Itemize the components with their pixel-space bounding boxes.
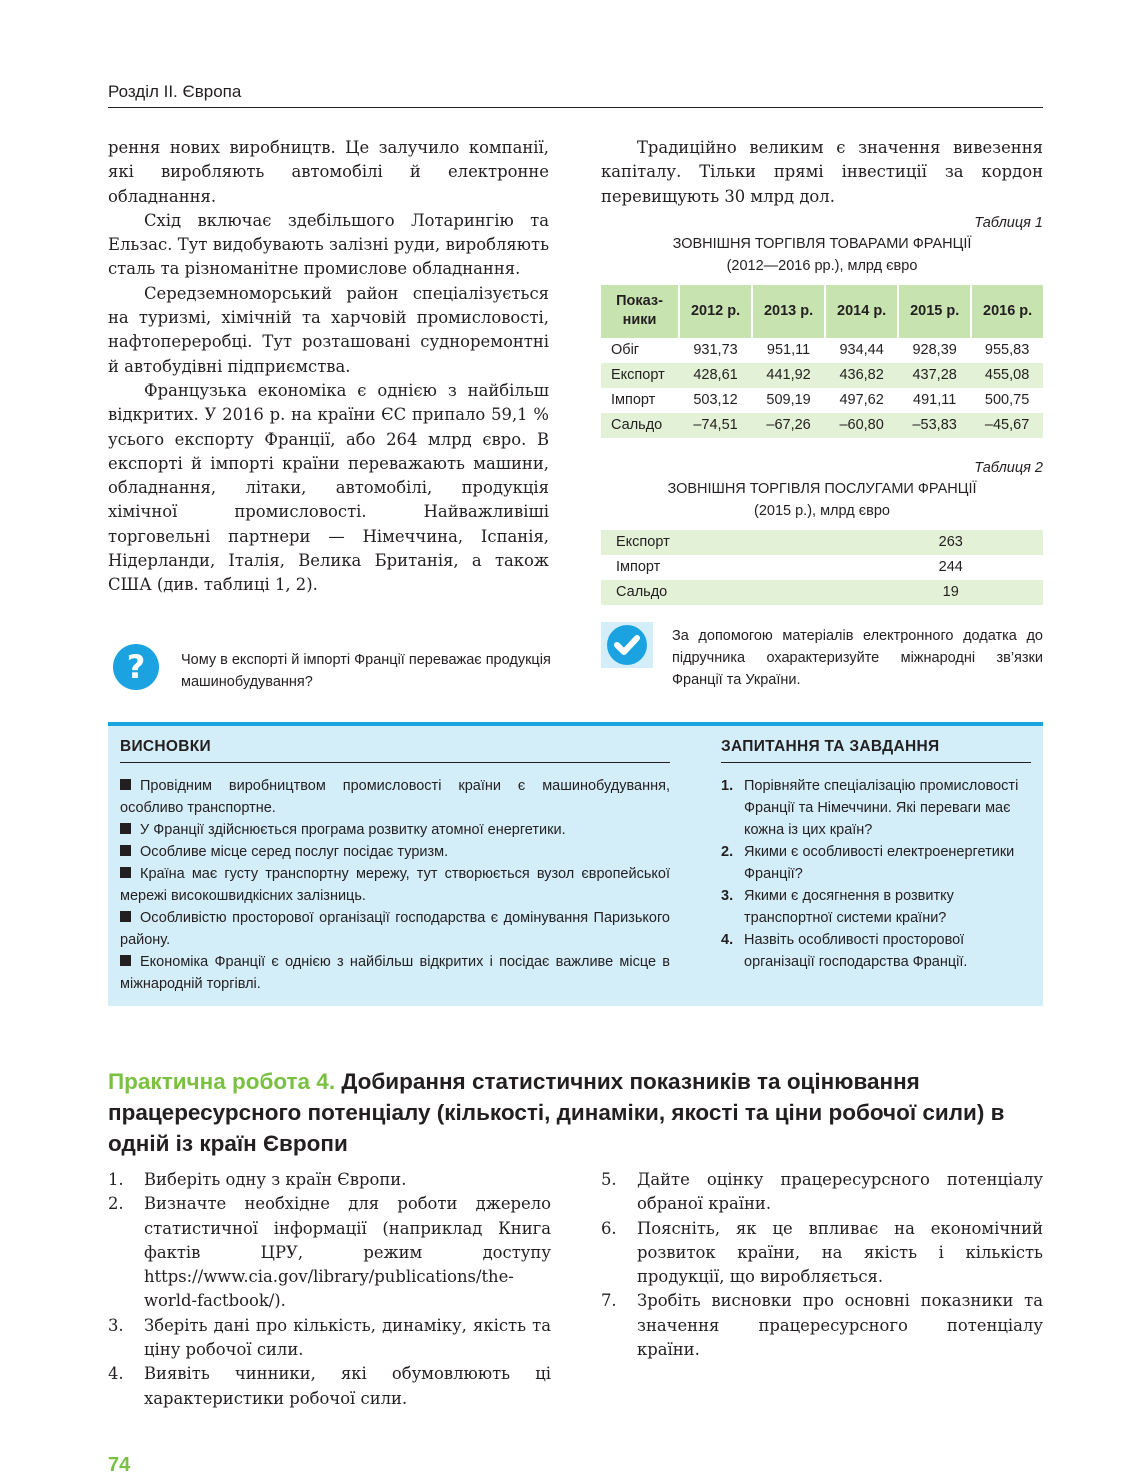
table-cell: Імпорт [616,559,661,576]
column-header: 2015 р. [898,285,971,338]
paragraph: Традиційно великим є значення вивезення капіталу. Тільки прямі інвестиції за кордон перевищують 30 млрд дол. [601,138,1043,206]
table2-title: ЗОВНІШНЯ ТОРГІВЛЯ ПОСЛУГАМИ ФРАНЦІЇ [667,480,977,497]
table-row [601,338,1043,363]
list-item: 5. Дайте оцінку працересурсного потенціалу обраної країни. [601,1170,1043,1214]
table-row [601,388,1043,413]
paragraph: Французька економіка є однією з найбільш відкритих. У 2016 р. на країни ЄС припало 59,1 % усього експорту Франції, або 264 млрд євро. В експорті й імпорті країни переважають машини, обладнання, літаки, автомобілі, продукція хімічної промисловості. Найважливіші торговельні партнери — Німеччина, Іспанія, Нідерланди, Італія, Велика Британія, а також США (див. таблиці 1, 2). [108,380,549,595]
table-cell: 928,39 [912,342,957,359]
check-icon [601,622,653,668]
table-cell: –53,83 [898,413,971,438]
left-column [108,136,549,598]
column-header: 2012 р. [679,285,752,338]
practical-steps-right [601,1168,1043,1362]
table2-caption: Таблиця 2 [974,459,1043,476]
electronic-task-text: За допомогою матеріалів електронного додатка до підручника охарактеризуйте міжнародні зв’язки Франції та України. [672,628,1043,688]
table-cell: 951,11 [766,342,811,359]
table-cell: 244 [938,559,963,576]
table-cell: 491,11 [913,392,957,409]
questions-section [721,736,1031,973]
running-header [108,80,1043,108]
list-item: 6. Поясніть, як це впливає на економічний розвиток країни, на якість і кількість продукції, що виробляється. [601,1218,1043,1287]
table-row [601,555,1043,580]
table-cell: 509,19 [766,392,811,409]
conclusion-item: Провідним виробництвом промисловості країни є машинобудування, особливо транспортне. [120,778,670,816]
table-cell: 955,83 [984,342,1030,359]
table-cell: 500,75 [984,392,1030,409]
column-header: Показ- ники [601,285,679,338]
question-icon [112,643,160,691]
practical-work-heading: Добирання статистичних показників та оцінювання працересурсного потенціалу (кількості, динаміки, якості та ціни робочої сили) в одній із країн Європи [108,1069,1005,1156]
table-cell: 931,73 [693,342,738,359]
question-item: 2. Якими є особливості електроенергетики Франції? [721,844,1015,882]
table-header-row [601,285,1043,338]
svg-text:?: ? [126,648,146,686]
square-bullet-icon [120,823,131,834]
paragraph: Середземноморський район спеціалізується на туризмі, хімічній та харчовій промисловості, нафтопереробці. Тут розташовані судноремонтні й автобудівні підприємства. [108,283,549,376]
table-cell: 436,82 [825,363,898,388]
table-row [601,530,1043,555]
table-cell: Сальдо [601,413,679,438]
square-bullet-icon [120,845,131,856]
table-cell: Експорт [601,363,679,388]
conclusion-item: Країна має густу транспортну мережу, тут створюється вузол європейської мережі високошвидкісних залізниць. [120,866,670,904]
table-cell: Сальдо [601,580,758,605]
table-cell: 428,61 [679,363,752,388]
table-cell: Експорт [601,530,758,555]
column-header: 2014 р. [825,285,898,338]
table2-subtitle: (2015 р.), млрд євро [754,502,890,519]
paragraph: рення нових виробництв. Це залучило компанії, які виробляють автомобілі й електронне обладнання. [108,138,549,206]
table1-subtitle: (2012—2016 рр.), млрд євро [726,257,918,274]
table-cell: –60,80 [825,413,898,438]
conclusions-section [120,736,670,995]
table-cell: Обіг [611,342,640,359]
table-cell: 437,28 [898,363,971,388]
question-text: Чому в експорті й імпорті Франції переважає продукція машинобудування? [181,652,551,690]
table-cell: Імпорт [611,392,656,409]
list-item: 4. Виявіть чинники, які обумовлюють ці характеристики робочої сили. [108,1364,551,1408]
practical-work-label: Практична робота 4. [108,1069,336,1094]
practical-steps-left [108,1168,551,1411]
table-row [601,580,1043,605]
table-cell: –67,26 [752,413,825,438]
square-bullet-icon [120,911,131,922]
table-row [601,413,1043,438]
table-row [601,363,1043,388]
questions-heading: ЗАПИТАННЯ ТА ЗАВДАННЯ [721,736,1031,763]
table-cell: 503,12 [693,392,738,409]
summary-panel [108,722,1043,1006]
practical-work-title [108,1066,1043,1159]
table-cell: 19 [758,580,1043,605]
list-item: 2. Визначте необхідне для роботи джерело статистичної інформації (наприклад Книга фактів ЦРУ, режим доступу https://www.cia.gov/library/publications/the-world-factbook/). [108,1194,551,1311]
list-item: 7. Зробіть висновки про основні показники та значення працересурсного потенціалу країни. [601,1291,1043,1360]
table-cell: 455,08 [971,363,1043,388]
column-header: 2013 р. [752,285,825,338]
table1-caption: Таблиця 1 [974,214,1043,231]
table1-title: ЗОВНІШНЯ ТОРГІВЛЯ ТОВАРАМИ ФРАНЦІЇ [672,235,972,252]
conclusion-item: Особливістю просторової організації господарства є домінування Паризького району. [120,910,670,948]
conclusion-item: У Франції здійснюється програма розвитку атомної енергетики. [120,819,670,841]
paragraph: Схід включає здебільшого Лотарингію та Ельзас. Тут видобувають залізні руди, виробляють сталь та різноманітне промислове обладнання. [108,210,549,279]
table-cell: –45,67 [971,413,1043,438]
section-title: Розділ ІІ. Європа [108,82,242,101]
table-cell: 497,62 [839,392,884,409]
conclusion-item: Особливе місце серед послуг посідає туризм. [120,841,670,863]
column-header: 2016 р. [971,285,1043,338]
table-cell: 934,44 [839,342,884,359]
list-item: 1. Виберіть одну з країн Європи. [108,1170,407,1189]
square-bullet-icon [120,867,131,878]
question-item: 3. Якими є досягнення в розвитку транспортної системи країни? [721,888,954,926]
list-item: 3. Зберіть дані про кількість, динаміку, якість та ціну робочої сили. [108,1315,551,1360]
table-cell: –74,51 [679,413,752,438]
square-bullet-icon [120,779,131,790]
conclusions-heading: ВИСНОВКИ [120,736,670,763]
trade-goods-table [601,285,1043,438]
conclusion-item: Економіка Франції є однією з найбільш відкритих і посідає важливе місце в міжнародній торгівлі. [120,954,670,992]
question-item: 4. Назвіть особливості просторової організації господарства Франції. [721,932,968,970]
table-cell: 263 [758,530,1043,555]
table-cell: 441,92 [752,363,825,388]
right-column [601,136,1043,605]
trade-services-table [601,530,1043,605]
question-item: 1. Порівняйте спеціалізацію промисловості Франції та Німеччини. Які переваги має кожна із цих країн? [721,778,1019,838]
square-bullet-icon [120,955,131,966]
page-number: 74 [108,1454,131,1474]
